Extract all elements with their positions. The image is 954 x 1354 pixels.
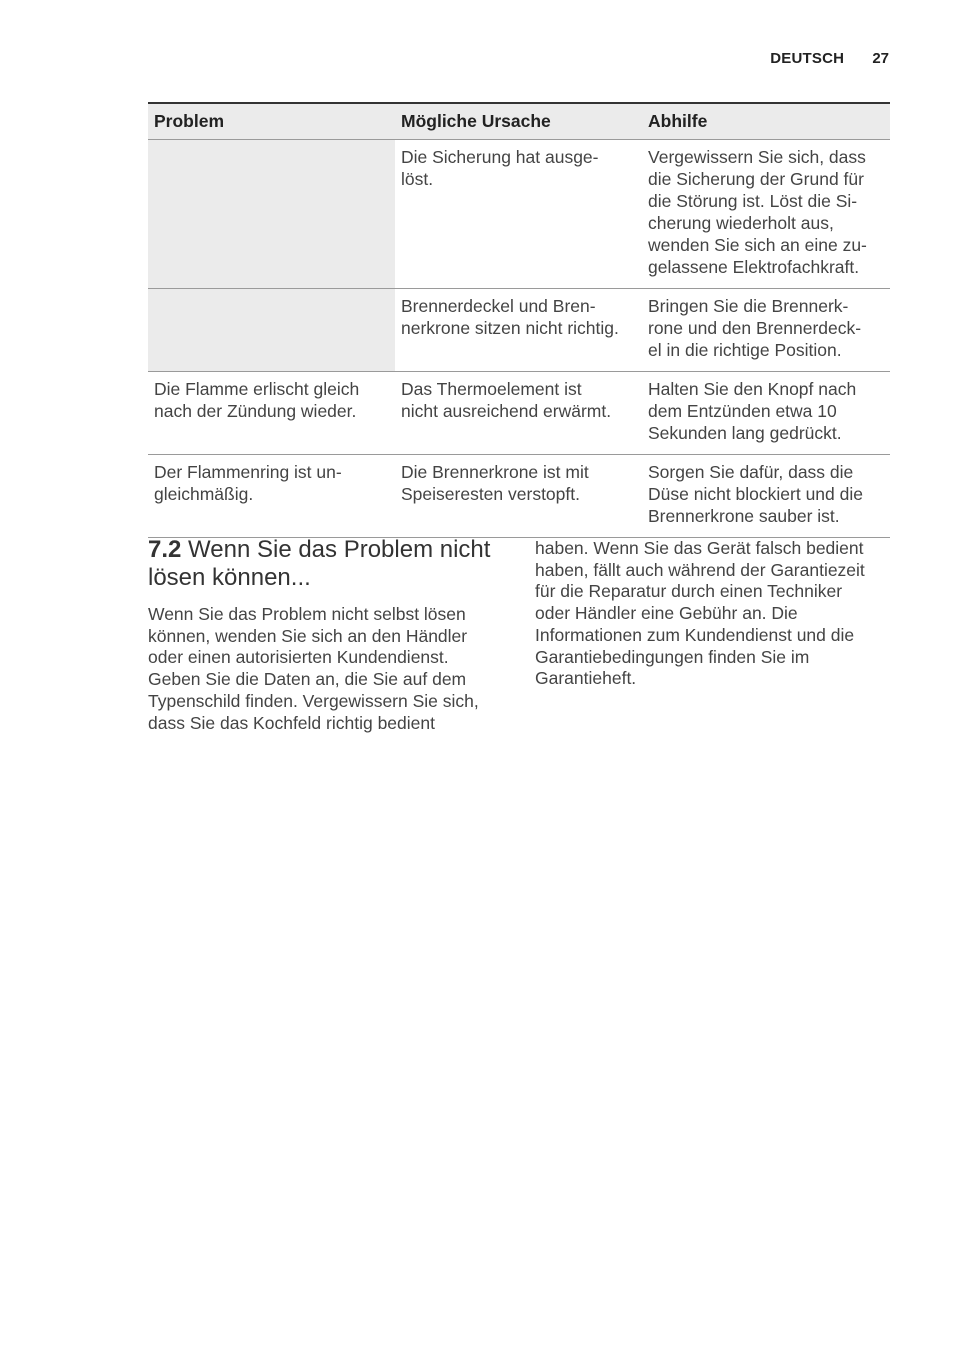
table-header-row xyxy=(148,103,890,140)
problem-cell: Die Flamme erlischt gleich nach der Zündung wieder. xyxy=(148,372,395,455)
cause-cell: Brennerdeckel und Bren- nerkrone sitzen nicht richtig. xyxy=(395,289,642,372)
table-row xyxy=(148,372,890,455)
cause-cell: Die Sicherung hat ausge- löst. xyxy=(395,140,642,289)
remedy-cell: Vergewissern Sie sich, dass die Sicherung der Grund für die Störung ist. Löst die Si- cherung wiederholt aus, wenden Sie sich an eine zu- gelassene Elektrofachkraft. xyxy=(642,140,890,289)
body-paragraph-right: haben. Wenn Sie das Gerät falsch bedient haben, fällt auch während der Garantiezeit für die Reparatur durch einen Techniker oder Händler eine Gebühr an. Die Informationen zum Kundendienst und die Garantiebedingungen finden Sie im Garantieheft. xyxy=(535,538,865,689)
page-header xyxy=(770,50,889,67)
column-header-problem: Problem xyxy=(148,103,395,140)
section-title: Wenn Sie das Problem nicht lösen können... xyxy=(148,536,491,591)
table-row xyxy=(148,455,890,538)
page-number: 27 xyxy=(872,50,889,67)
remedy-cell: Bringen Sie die Brennerk- rone und den Brennerdeck- el in die richtige Position. xyxy=(642,289,890,372)
section-number: 7.2 xyxy=(148,536,182,563)
cause-cell: Das Thermoelement ist nicht ausreichend erwärmt. xyxy=(395,372,642,455)
troubleshooting-table xyxy=(148,102,890,538)
body-paragraph-left: Wenn Sie das Problem nicht selbst lösen können, wenden Sie sich an den Händler oder einen autorisierten Kundendienst. Geben Sie die Daten an, die Sie auf dem Typenschild finden. Vergewissern Sie sich, dass Sie das Kochfeld richtig bedient xyxy=(148,604,479,733)
language-label: DEUTSCH xyxy=(770,50,845,67)
problem-cell xyxy=(148,140,395,289)
cause-cell: Die Brennerkrone ist mit Speiseresten verstopft. xyxy=(395,455,642,538)
section-heading xyxy=(148,536,518,592)
remedy-cell: Halten Sie den Knopf nach dem Entzünden etwa 10 Sekunden lang gedrückt. xyxy=(642,372,890,455)
table-row xyxy=(148,140,890,289)
problem-cell xyxy=(148,289,395,372)
remedy-cell: Sorgen Sie dafür, dass die Düse nicht blockiert und die Brennerkrone sauber ist. xyxy=(642,455,890,538)
table-row xyxy=(148,289,890,372)
column-header-cause: Mögliche Ursache xyxy=(395,103,642,140)
column-header-remedy: Abhilfe xyxy=(642,103,890,140)
problem-cell: Der Flammenring ist un- gleichmäßig. xyxy=(148,455,395,538)
